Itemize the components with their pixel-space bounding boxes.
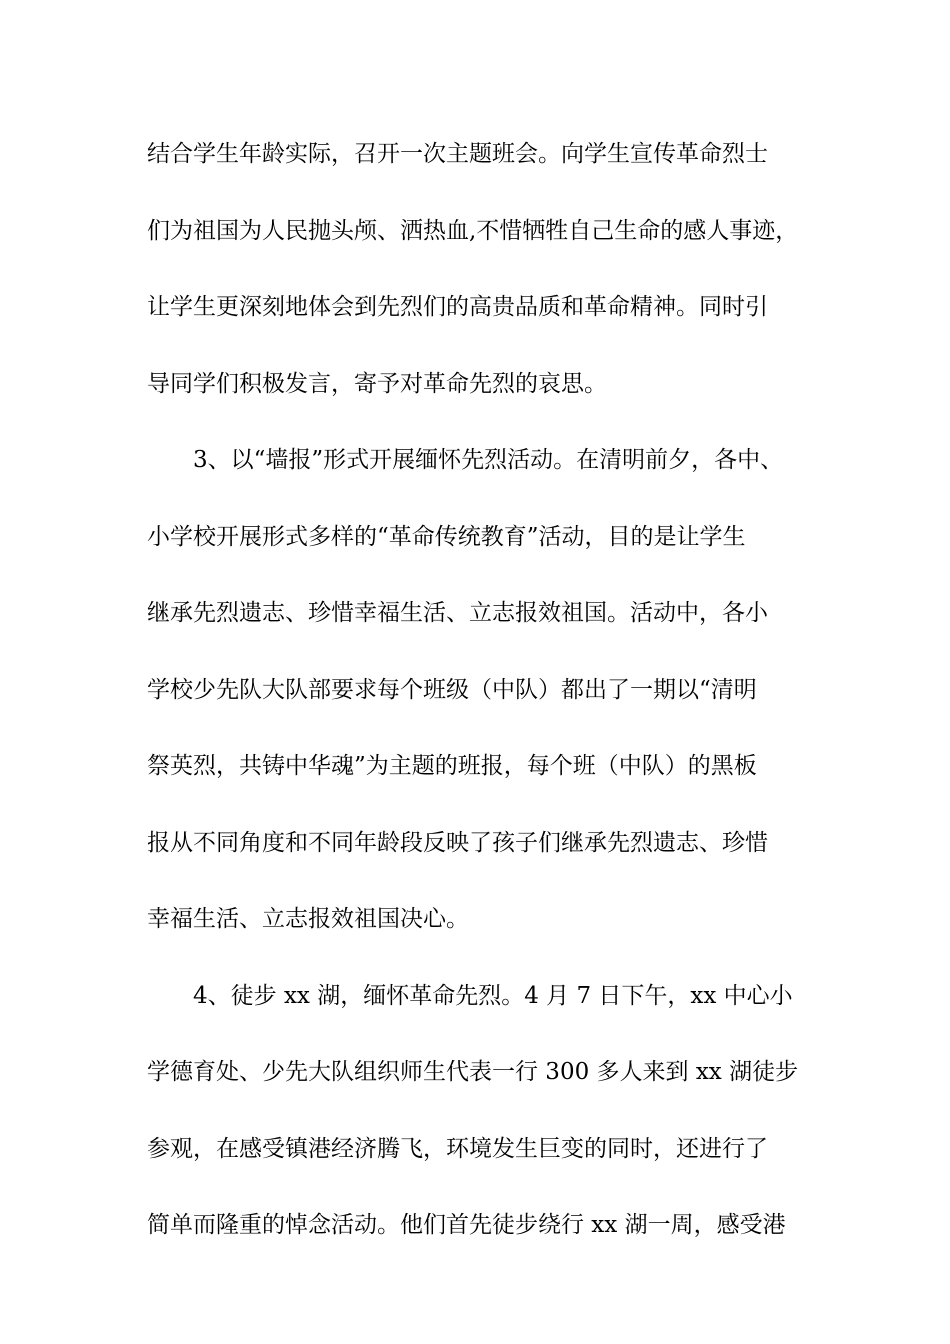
- body-text: [147, 133, 807, 1281]
- text-line: 祭英烈，共铸中华魂”为主题的班报，每个班（中队）的黑板: [147, 753, 757, 779]
- text-line: 小学校开展形式多样的“革命传统教育”活动，目的是让学生: [147, 523, 746, 550]
- text-line: 学德育处、少先大队组织师生代表一行 300 多人来到 xx 湖徒步: [147, 1059, 799, 1085]
- paragraph-start-line: 3、以“墙报”形式开展缅怀先烈活动。在清明前夕，各中、: [193, 447, 784, 473]
- text-line: 结合学生年龄实际，召开一次主题班会。向学生宣传革命烈士: [147, 141, 768, 167]
- text-line: 让学生更深刻地体会到先烈们的高贵品质和革命精神。同时引: [147, 294, 768, 320]
- text-line: 们为祖国为人民抛头颅、洒热血,不惜牺牲自己生命的感人事迹，: [147, 217, 799, 244]
- text-line: 幸福生活、立志报效祖国决心。: [147, 906, 469, 932]
- text-line: 学校少先队大队部要求每个班级（中队）都出了一期以“清明: [147, 676, 757, 703]
- text-line: 简单而隆重的悼念活动。他们首先徒步绕行 xx 湖一周，感受港: [147, 1212, 786, 1238]
- paragraph-start-line: 4、徒步 xx 湖，缅怀革命先烈。4 月 7 日下午，xx 中心小: [193, 982, 793, 1009]
- text-line: 参观，在感受镇港经济腾飞，环境发生巨变的同时，还进行了: [147, 1135, 768, 1162]
- text-line: 报从不同角度和不同年龄段反映了孩子们继承先烈遗志、珍惜: [147, 829, 768, 856]
- text-line: 导同学们积极发言，寄予对革命先烈的哀思。: [147, 370, 607, 397]
- text-line: 继承先烈遗志、珍惜幸福生活、立志报效祖国。活动中，各小: [147, 600, 768, 626]
